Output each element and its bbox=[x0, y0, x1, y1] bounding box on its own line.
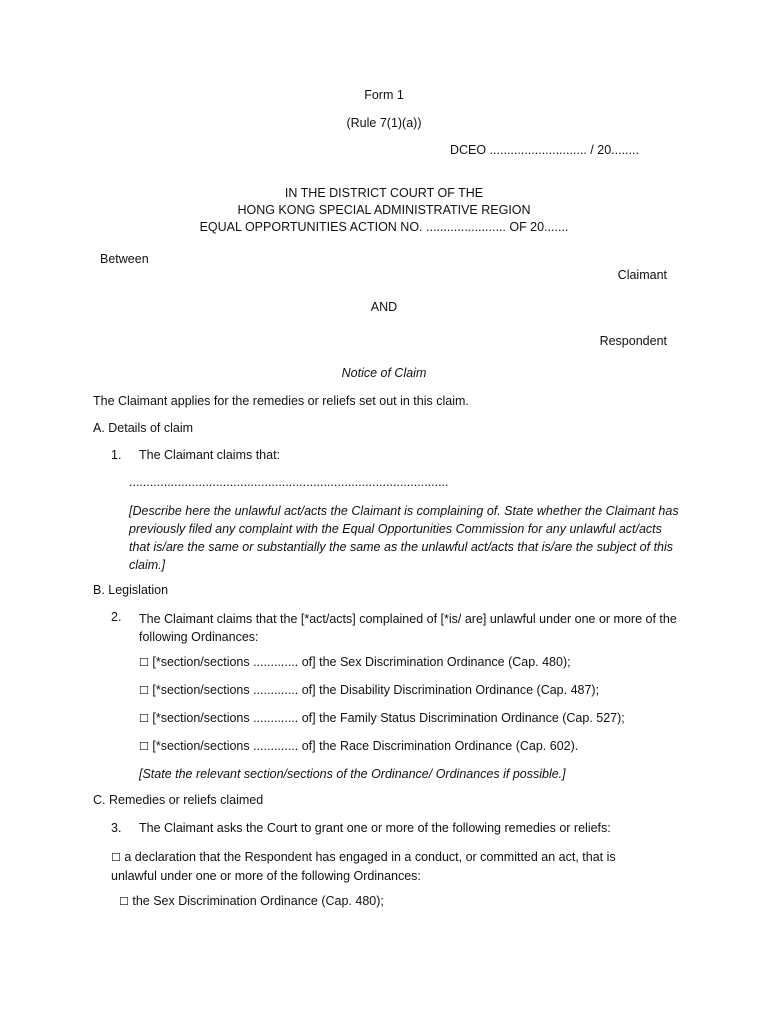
section-a-heading: A. Details of claim bbox=[93, 421, 194, 435]
legislation-note: [State the relevant section/sections of the Ordinance/ Ordinances if possible.] bbox=[139, 767, 566, 781]
between-label: Between bbox=[100, 252, 149, 266]
item-3-number: 3. bbox=[111, 821, 122, 835]
form-number: Form 1 bbox=[364, 88, 404, 102]
rule-reference: (Rule 7(1)(a)) bbox=[346, 116, 422, 130]
ordinance-option-label: [*section/sections ............. of] the Family Status Discrimination Ordinance (Cap. 527); bbox=[152, 711, 625, 725]
item-3-text: The Claimant asks the Court to grant one or more of the following remedies or reliefs: bbox=[139, 821, 611, 835]
section-b-heading: B. Legislation bbox=[93, 583, 169, 597]
court-heading-line2: HONG KONG SPECIAL ADMINISTRATIVE REGION bbox=[237, 203, 531, 217]
checkbox-icon[interactable]: ☐ bbox=[111, 851, 121, 864]
notice-title: Notice of Claim bbox=[341, 366, 427, 380]
declaration-option[interactable] bbox=[111, 848, 651, 885]
checkbox-icon[interactable]: ☐ bbox=[139, 712, 149, 725]
item-2-text: The Claimant claims that the [*act/acts] complained of [*is/ are] unlawful under one or more of the following Ordinances: bbox=[139, 612, 677, 644]
ordinance-option-race[interactable] bbox=[139, 739, 578, 753]
checkbox-icon[interactable]: ☐ bbox=[139, 740, 149, 753]
ordinance-option-label: [*section/sections ............. of] the Sex Discrimination Ordinance (Cap. 480); bbox=[152, 655, 571, 669]
item-1-number: 1. bbox=[111, 448, 122, 462]
declaration-option-label: a declaration that the Respondent has engaged in a conduct, or committed an act, that is unlawful under one or more of the following Ordinances: bbox=[111, 850, 616, 883]
checkbox-icon[interactable]: ☐ bbox=[119, 895, 129, 908]
intro-text: The Claimant applies for the remedies or reliefs set out in this claim. bbox=[93, 394, 469, 408]
ordinance-option-label: [*section/sections ............. of] the Disability Discrimination Ordinance (Cap. 487); bbox=[152, 683, 600, 697]
respondent-label: Respondent bbox=[599, 334, 667, 348]
item-2-number: 2. bbox=[111, 610, 122, 624]
section-c-heading: C. Remedies or reliefs claimed bbox=[93, 793, 264, 807]
claim-instruction-note: [Describe here the unlawful act/acts the Claimant is complaining of. State whether the Claimant has previously filed any complaint with the Equal Opportunities Commission for any unlawful act/acts that is/are the same or substantially the same as the unlawful act/acts that is/are the subject of this claim.] bbox=[129, 504, 679, 572]
declaration-sub-option-sex[interactable] bbox=[119, 894, 384, 908]
item-1-text: The Claimant claims that: bbox=[139, 448, 281, 462]
checkbox-icon[interactable]: ☐ bbox=[139, 656, 149, 669]
and-label: AND bbox=[370, 300, 398, 314]
dceo-reference: DCEO ............................ / 20........ bbox=[450, 143, 639, 157]
ordinance-option-sex[interactable] bbox=[139, 655, 571, 669]
sub-option-label: the Sex Discrimination Ordinance (Cap. 480); bbox=[132, 894, 384, 908]
ordinance-option-label: [*section/sections ............. of] the Race Discrimination Ordinance (Cap. 602). bbox=[152, 739, 579, 753]
claim-dots-line: ............................................................................................ bbox=[129, 475, 449, 489]
checkbox-icon[interactable]: ☐ bbox=[139, 684, 149, 697]
ordinance-option-disability[interactable] bbox=[139, 683, 599, 697]
claimant-label: Claimant bbox=[617, 268, 667, 282]
court-heading-line1: IN THE DISTRICT COURT OF THE bbox=[284, 186, 484, 200]
ordinance-option-family-status[interactable] bbox=[139, 711, 625, 725]
action-number: EQUAL OPPORTUNITIES ACTION NO. ....................... OF 20....... bbox=[199, 220, 569, 234]
